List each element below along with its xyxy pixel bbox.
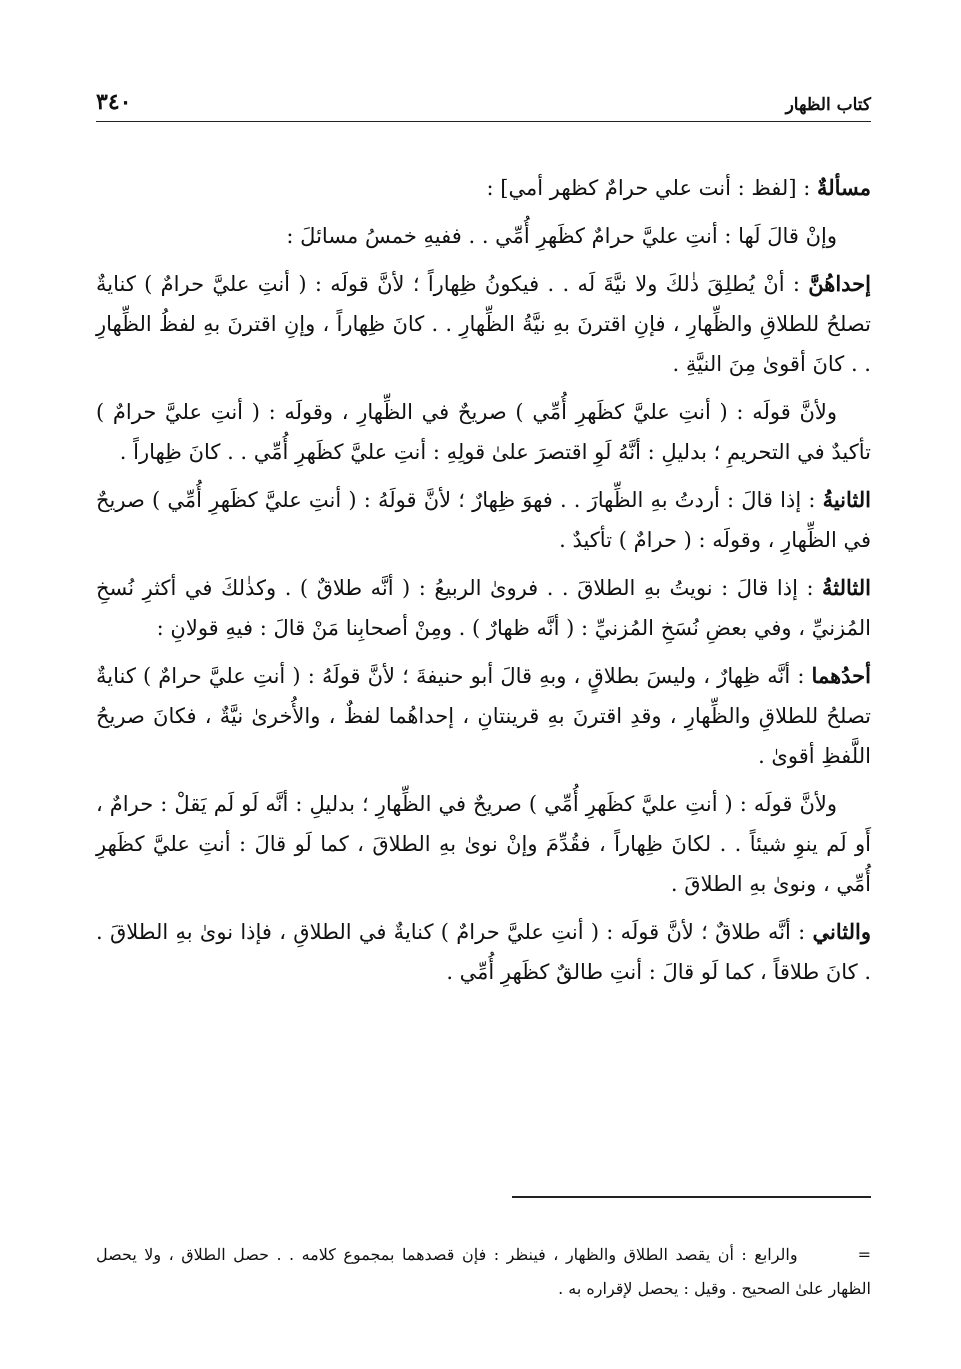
paragraph	[96, 264, 871, 384]
paragraph-heading: والثاني	[812, 919, 871, 944]
paragraph-text: : أنَّه طلاقٌ ؛ لأنَّ قولَه : ( أنتِ عليَّ حرامٌ ) كنايةٌ في الطلاقِ ، فإذا نوىٰ بهِ الطلاقَ . . كانَ طلاقاً ، كما لَو قالَ : أنتِ طالقٌ كظَهرِ أُمِّي .	[96, 920, 871, 984]
main-text	[96, 168, 871, 1000]
paragraph-text: : [لفظ : أنت علي حرامٌ كظهر أمي] :	[486, 176, 817, 200]
paragraph-heading: الثالثةُ	[822, 575, 871, 600]
paragraph-text: وإنْ قالَ لَها : أنتِ عليَّ حرامٌ كظَهرِ أُمِّي . . ففيهِ خمسُ مسائلَ :	[286, 224, 837, 248]
paragraph-text: : أنَّه ظِهارٌ ، وليسَ بطلاقٍ ، وبهِ قالَ أبو حنيفةَ ؛ لأنَّ قولَهُ : ( أنتِ عليَّ حرامٌ ) كنايةٌ تصلحُ للطلاقِ والظِّهارِ ، وقدِ اقترنَ بهِ قرينتانِ ، إحداهُما لفظٌ ، والأُخرىٰ نيَّةٌ ، فكانَ صريحُ اللَّفظِ أقوىٰ .	[96, 664, 871, 768]
paragraph-text: ولأنَّ قولَه : ( أنتِ عليَّ كظَهرِ أُمِّي ) صريحٌ في الظِّهارِ ؛ بدليلِ : أنَّه لَو لَم يَقلْ : حرامٌ ، أَو لَم ينوِ شيئاً . . لكانَ ظِهاراً ، فقُدِّمَ وإنْ نوىٰ بهِ الطلاقَ ، كما لَو قالَ : أنتِ عليَّ كظَهرِ أُمِّي ، ونوىٰ بهِ الطلاقَ .	[96, 792, 871, 896]
paragraph-text: : إذا قالَ : نويتُ بهِ الطلاقَ . . فروىٰ الربيعُ : ( أنَّه طلاقٌ ) . وكذٰلكَ في أكثرِ نُسخِ المُزنيِّ ، وفي بعضِ نُسَخِ المُزنيِّ : ( أنَّه ظهارٌ ) . ومِنْ أصحابِنا مَنْ قالَ : فيهِ قولانِ :	[96, 576, 871, 640]
book-title: كتاب الظهار	[785, 95, 871, 115]
paragraph-heading: إحداهُنَّ	[808, 271, 871, 296]
paragraph-text: ولأنَّ قولَه : ( أنتِ عليَّ كظَهرِ أُمِّي ) صريحٌ في الظِّهارِ ، وقولَه : ( أنتِ عليَّ حرامٌ ) تأكيدٌ في التحريمِ ؛ بدليلِ : أنَّهُ لَوِ اقتصرَ علىٰ قولِهِ : أنتِ عليَّ كظَهرِ أُمِّي . . كانَ ظِهاراً .	[96, 400, 871, 464]
page-number: ٣٤٠	[96, 89, 132, 115]
paragraph	[96, 392, 871, 472]
paragraph	[96, 656, 871, 776]
footnote	[96, 1238, 871, 1306]
paragraph	[96, 912, 871, 992]
paragraph	[96, 216, 871, 256]
footnote-divider	[512, 1196, 871, 1198]
paragraph-heading: أحدُهما	[811, 663, 871, 688]
running-header	[96, 84, 871, 122]
paragraph	[96, 784, 871, 904]
paragraph-heading: الثانيةُ	[822, 487, 871, 512]
paragraph-text: : أنْ يُطلِقَ ذٰلكَ ولا نيَّةَ لَه . . فيكونُ ظِهاراً ؛ لأنَّ قولَه : ( أنتِ عليَّ حرامٌ ) كنايةٌ تصلحُ للطلاقِ والظِّهارِ ، فإنِ اقترنَ بهِ نيَّةُ الظِّهارِ . . كانَ ظِهاراً ، وإنِ اقترنَ بهِ لفظُ الظِّهارِ . . كانَ أقوىٰ مِنَ النيَّةِ .	[96, 272, 871, 376]
paragraph-heading: مسألةٌ	[816, 175, 871, 200]
paragraph	[96, 168, 871, 208]
paragraph	[96, 480, 871, 560]
paragraph-text: : إذا قالَ : أردتُ بهِ الظِّهارَ . . فهوَ ظِهارٌ ؛ لأنَّ قولَهُ : ( أنتِ عليَّ كظَهرِ أُمِّي ) صريحٌ في الظِّهارِ ، وقولَه : ( حرامٌ ) تأكيدٌ .	[96, 488, 871, 552]
footnote-text: والرابع : أن يقصد الطلاق والظهار ، فينظر : فإن قصدهما بمجموع كلامه . . حصل الطلاق ، ولا يحصل الظهار علىٰ الصحيح . وقيل : يحصل لإقراره به .	[96, 1245, 871, 1298]
footnote-continuation-mark: =	[857, 1245, 872, 1264]
paragraph	[96, 568, 871, 648]
